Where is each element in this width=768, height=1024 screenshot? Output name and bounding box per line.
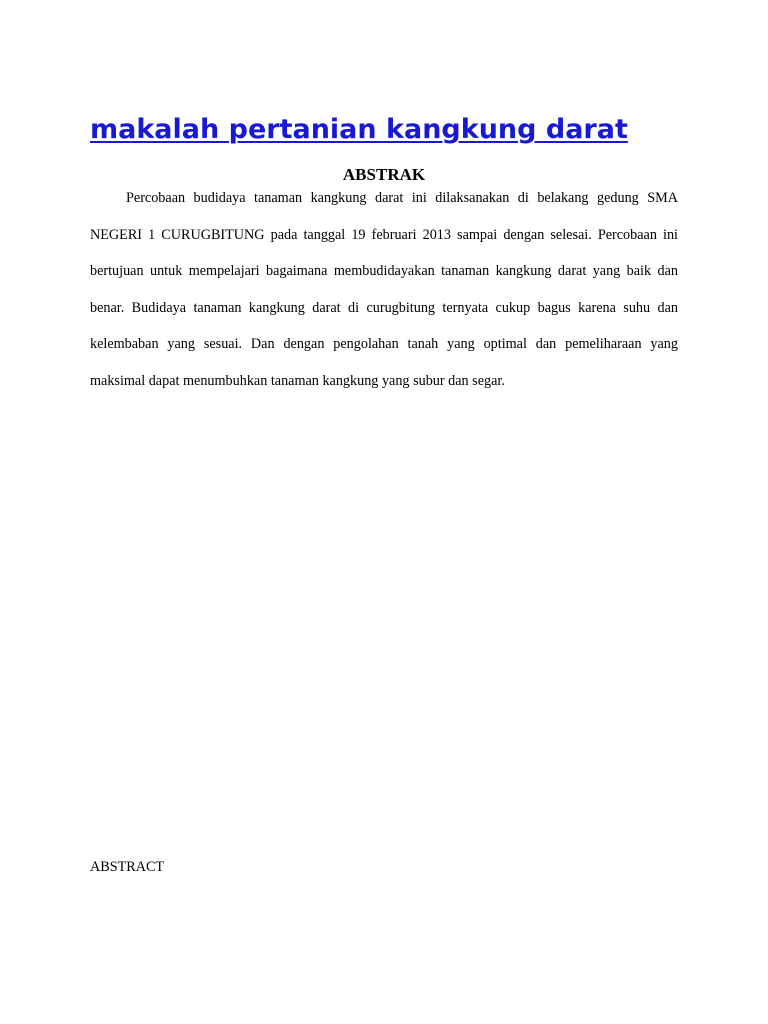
abstract-heading: ABSTRACT: [90, 859, 165, 875]
document-title-link[interactable]: makalah pertanian kangkung darat: [90, 114, 628, 145]
abstrak-paragraph: Percobaan budidaya tanaman kangkung darat ini dilaksanakan di belakang gedung SMA NEGERI 1 CURUGBITUNG pada tanggal 19 februari 2013 sampai dengan selesai. Percobaan ini bertujuan untuk mempelajari bagaimana membudidayakan tanaman kangkung darat yang baik dan benar. Budidaya tanaman kangkung darat di curugbitung ternyata cukup bagus karena suhu dan kelembaban yang sesuai. Dan dengan pengolahan tanah yang optimal dan pemeliharaan yang maksimal dapat menumbuhkan tanaman kangkung yang subur dan segar.: [90, 190, 678, 389]
abstrak-heading: ABSTRAK: [342, 165, 426, 184]
